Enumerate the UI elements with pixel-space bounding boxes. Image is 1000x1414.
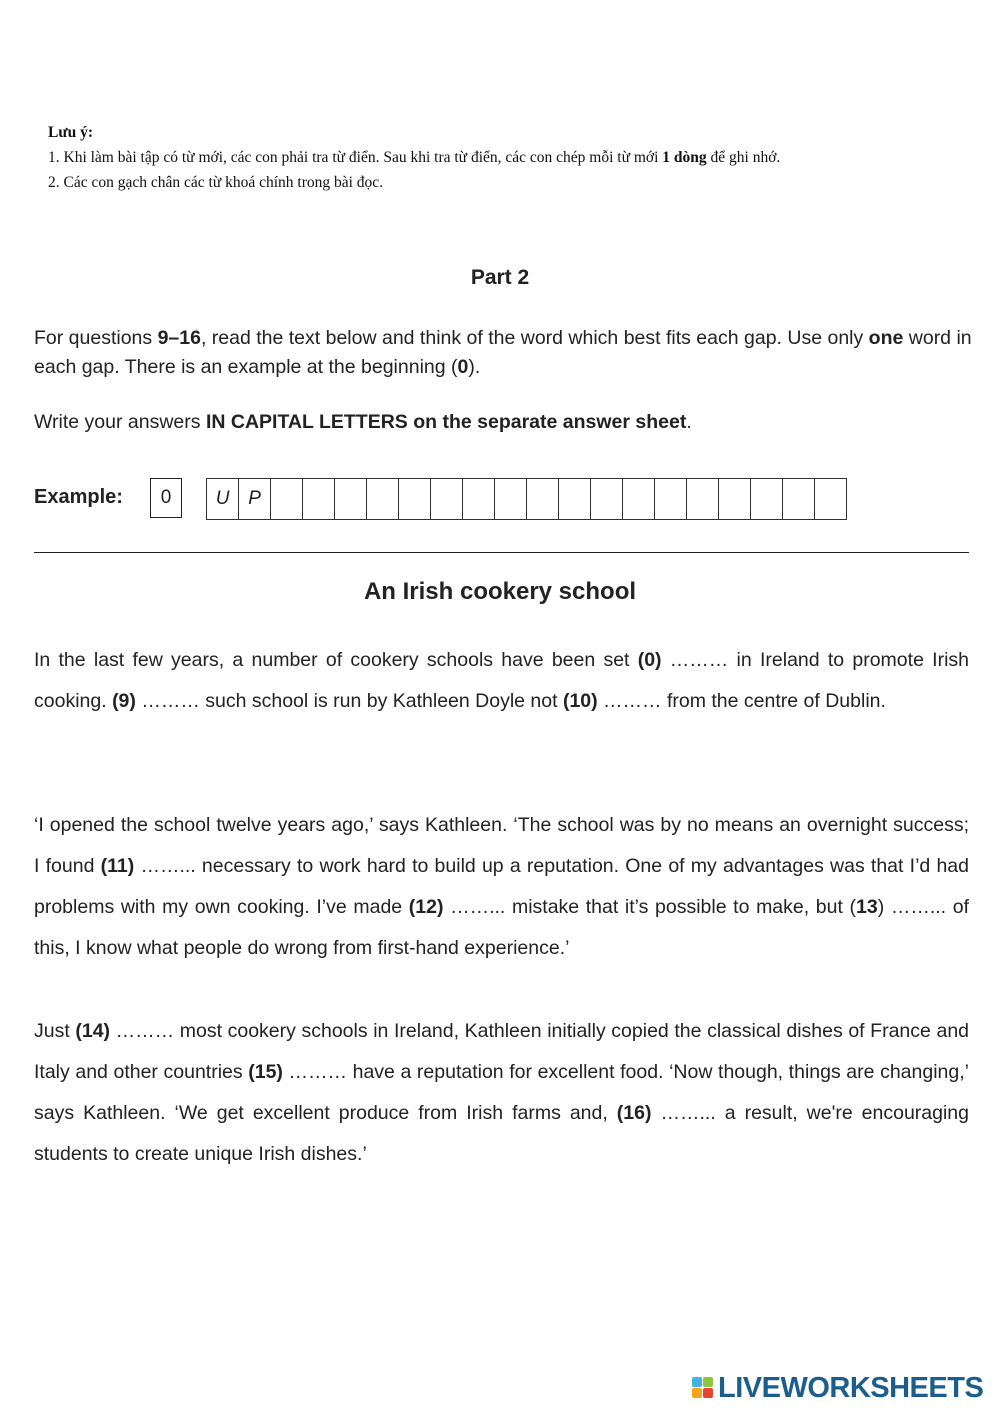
divider (34, 552, 969, 553)
note-line-1 (48, 145, 978, 170)
gap-15: (15) (248, 1061, 283, 1083)
example-row (34, 476, 974, 522)
example-letter-grid (206, 478, 847, 520)
instr-text: word in each gap. There is an example at the beginning ( (34, 327, 972, 378)
instr-text: Write your answers (34, 411, 206, 433)
instruction-2 (34, 408, 974, 437)
gap-9: (9) (112, 690, 136, 712)
example-label: Example: (34, 486, 123, 508)
example-letter-cell: P (238, 478, 271, 520)
logo-mark-icon (692, 1376, 714, 1400)
example-number-box: 0 (150, 478, 182, 518)
example-letter-cell: U (206, 478, 239, 520)
instr-text: . (686, 411, 692, 433)
example-letter-cell (302, 478, 335, 520)
example-letter-cell (654, 478, 687, 520)
para-text: Just (34, 1020, 76, 1042)
gap-12: (12) (408, 896, 444, 918)
para-text: ……... mistake that it’s possible to make, but ( (443, 896, 857, 918)
example-letter-cell (398, 478, 431, 520)
para-text: ……… have a reputation for excellent food. ‘Now though, things are changing,’ says Kathleen. ‘We get excellent produce from Irish farms and, (34, 1061, 969, 1124)
teacher-note (48, 120, 978, 195)
gap-0: (0) (637, 649, 662, 671)
example-letter-cell (814, 478, 847, 520)
para-text: ……… in Ireland to promote Irish cooking. (34, 649, 969, 712)
gap-13: 13 (856, 896, 878, 918)
example-letter-cell (558, 478, 591, 520)
para-text: ……… most cookery schools in Ireland, Kathleen initially copied the classical dishes of France and Italy and other countries (34, 1020, 970, 1083)
note-line-1-bold: 1 dòng (662, 149, 707, 166)
paragraph-1 (34, 640, 969, 722)
instr-text: For questions (34, 327, 158, 349)
example-letter-cell (462, 478, 495, 520)
para-text: ……... a result, we're encouraging students to create unique Irish dishes.’ (34, 1102, 969, 1165)
example-letter-cell (430, 478, 463, 520)
gap-10: (10) (562, 690, 598, 712)
note-line-2: 2. Các con gạch chân các từ khoá chính trong bài đọc. (48, 174, 384, 191)
example-letter-cell (750, 478, 783, 520)
note-line-1-end: để ghi nhớ. (706, 149, 781, 166)
instr-capitals: IN CAPITAL LETTERS on the separate answer sheet (205, 411, 687, 433)
example-letter-cell (366, 478, 399, 520)
instr-one: one (868, 327, 904, 349)
instruction-1 (34, 324, 974, 382)
example-letter-cell (494, 478, 527, 520)
example-letter-cell (718, 478, 751, 520)
part-title: Part 2 (470, 266, 530, 289)
gap-16: (16) (616, 1102, 652, 1124)
example-letter-cell (782, 478, 815, 520)
text-title: An Irish cookery school (363, 578, 637, 605)
example-letter-cell (270, 478, 303, 520)
example-letter-cell (590, 478, 623, 520)
instr-range: 9–16 (157, 327, 201, 349)
paragraph-2 (34, 805, 969, 969)
instr-text: , read the text below and think of the word which best fits each gap. Use only (200, 327, 869, 349)
note-label: Lưu ý: (48, 124, 94, 141)
gap-11: (11) (100, 855, 135, 877)
instr-zero: 0 (457, 356, 469, 378)
example-letter-cell (686, 478, 719, 520)
note-line-1-text: 1. Khi làm bài tập có từ mới, các con phải tra từ điển. Sau khi tra từ điển, các con chép mỗi từ mới (48, 149, 663, 166)
para-text: In the last few years, a number of cookery schools have been set (34, 649, 638, 671)
para-text: ……... necessary to work hard to build up a reputation. One of my advantages was that I’d had problems with my own cooking. I’ve made (34, 855, 969, 918)
instr-text: ). (468, 356, 481, 378)
liveworksheets-logo[interactable] (692, 1373, 983, 1403)
para-text: ‘I opened the school twelve years ago,’ says Kathleen. ‘The school was by no means an overnight success; I found (34, 814, 969, 877)
para-text: ) ……... of this, I know what people do wrong from first-hand experience.’ (34, 896, 969, 959)
example-letter-cell (622, 478, 655, 520)
paragraph-3 (34, 1011, 969, 1175)
gap-14: (14) (75, 1020, 111, 1042)
example-letter-cell (526, 478, 559, 520)
para-text: ……… from the centre of Dublin. (597, 690, 886, 712)
logo-text: LIVEWORKSHEETS (718, 1371, 984, 1404)
example-letter-cell (334, 478, 367, 520)
para-text: ……… such school is run by Kathleen Doyle not (135, 690, 563, 712)
